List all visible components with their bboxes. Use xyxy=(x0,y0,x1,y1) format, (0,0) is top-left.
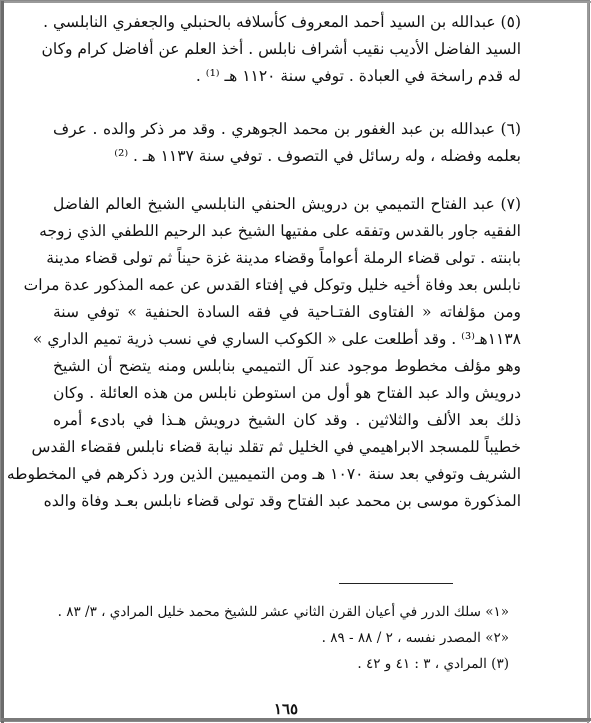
paragraph-6 xyxy=(53,116,521,170)
text-line: نابلس بعد وفاة أخيه خليل وتوكل في إفتاء القدس عن عمه المذكور عدة مرات xyxy=(23,276,521,294)
text-line: المذكورة موسى بن محمد عبد الفتاح وقد تولى قضاء نابلس بعـد وفاة والده xyxy=(43,492,521,510)
text-line: (٦) عبدالله بن عبد الغفور بن محمد الجوهري . وقد مر ذكر والده . عرف xyxy=(53,120,521,138)
footnote-1: «١» سلك الدرر في أعيان القرن الثاني عشر للشيخ محمد خليل المرادي ، ٣/ ٨٣ . xyxy=(57,604,509,620)
text-line: بعلمه وفضله ، وله رسائل في التصوف . توفي سنة ١١٣٧ هـ . ⁽²⁾ xyxy=(114,147,521,165)
footnotes xyxy=(57,599,509,677)
main-text xyxy=(6,9,521,515)
text-line: (٧) عبد الفتاح التميمي بن درويش الحنفي النابلسي الشيخ العالم الفاضل xyxy=(53,195,521,213)
page-border-left xyxy=(1,1,4,723)
text-line: بابنته . تولى قضاء الرملة أعواماً وقضاء مدينة غزة حيناً ثم تولى قضاء مدينة xyxy=(46,249,521,267)
page-border-right xyxy=(587,1,589,723)
text-line: ومن مؤلفاته « الفتاوى الفتـاحية في فقه السادة الحنفية » توفي سنة xyxy=(53,303,521,321)
paragraph-5 xyxy=(41,9,521,90)
page-border-bottom xyxy=(1,718,591,721)
text-line: الفقيه جاور بالقدس وتفقه على مفتيها الشيخ عبد الرحيم اللطفي الذي زوجه xyxy=(39,222,521,240)
text-line: (٥) عبدالله بن السيد أحمد المعروف كأسلافه بالحنبلي والجعفري النابلسي . xyxy=(43,13,521,31)
page-border-top xyxy=(1,1,591,3)
footnote-3: (٣) المرادي ، ٣ : ٤١ و ٤٢ . xyxy=(357,656,509,672)
text-line: وهو مؤلف مخطوط موجود عند آل التميمي بنابلس ومنه يتضح أن الشيخ xyxy=(53,357,521,375)
text-line: الشريف وتوفي بعد سنة ١٠٧٠ هـ ومن التميميين الذين ورد ذكرهم في المخطوطه xyxy=(6,465,521,483)
text-line: خطيباً للمسجد الابراهيمي في الخليل ثم تقلد نيابة قضاء نابلس فقضاء القدس xyxy=(31,438,521,456)
paragraph-7 xyxy=(6,191,521,515)
text-line: السيد الفاضل الأديب نقيب أشراف نابلس . أخذ العلم عن أفاضل كرام وكان xyxy=(41,40,521,58)
page-number: ١٦٥ xyxy=(273,700,299,718)
text-line: ذلك بعد الألف والثلاثين . وقد كان الشيخ درويش هـذا في بادىء أمره xyxy=(53,411,521,429)
text-line: له قدم راسخة في العبادة . توفي سنة ١١٢٠ هـ ⁽¹⁾ . xyxy=(195,67,521,85)
footnote-2: «٢» المصدر نفسه ، ٢ / ٨٨ - ٨٩ . xyxy=(321,630,509,646)
text-line: درويش والد عبد الفتاح هو أول من استوطن نابلس من هذه العائلة . وكان xyxy=(53,384,521,402)
footnote-separator xyxy=(339,583,453,584)
text-line: ١١٣٨هـ⁽³⁾ . وقد أطلعت على « الكوكب الساري في نسب ذرية تميم الداري » xyxy=(32,330,521,348)
